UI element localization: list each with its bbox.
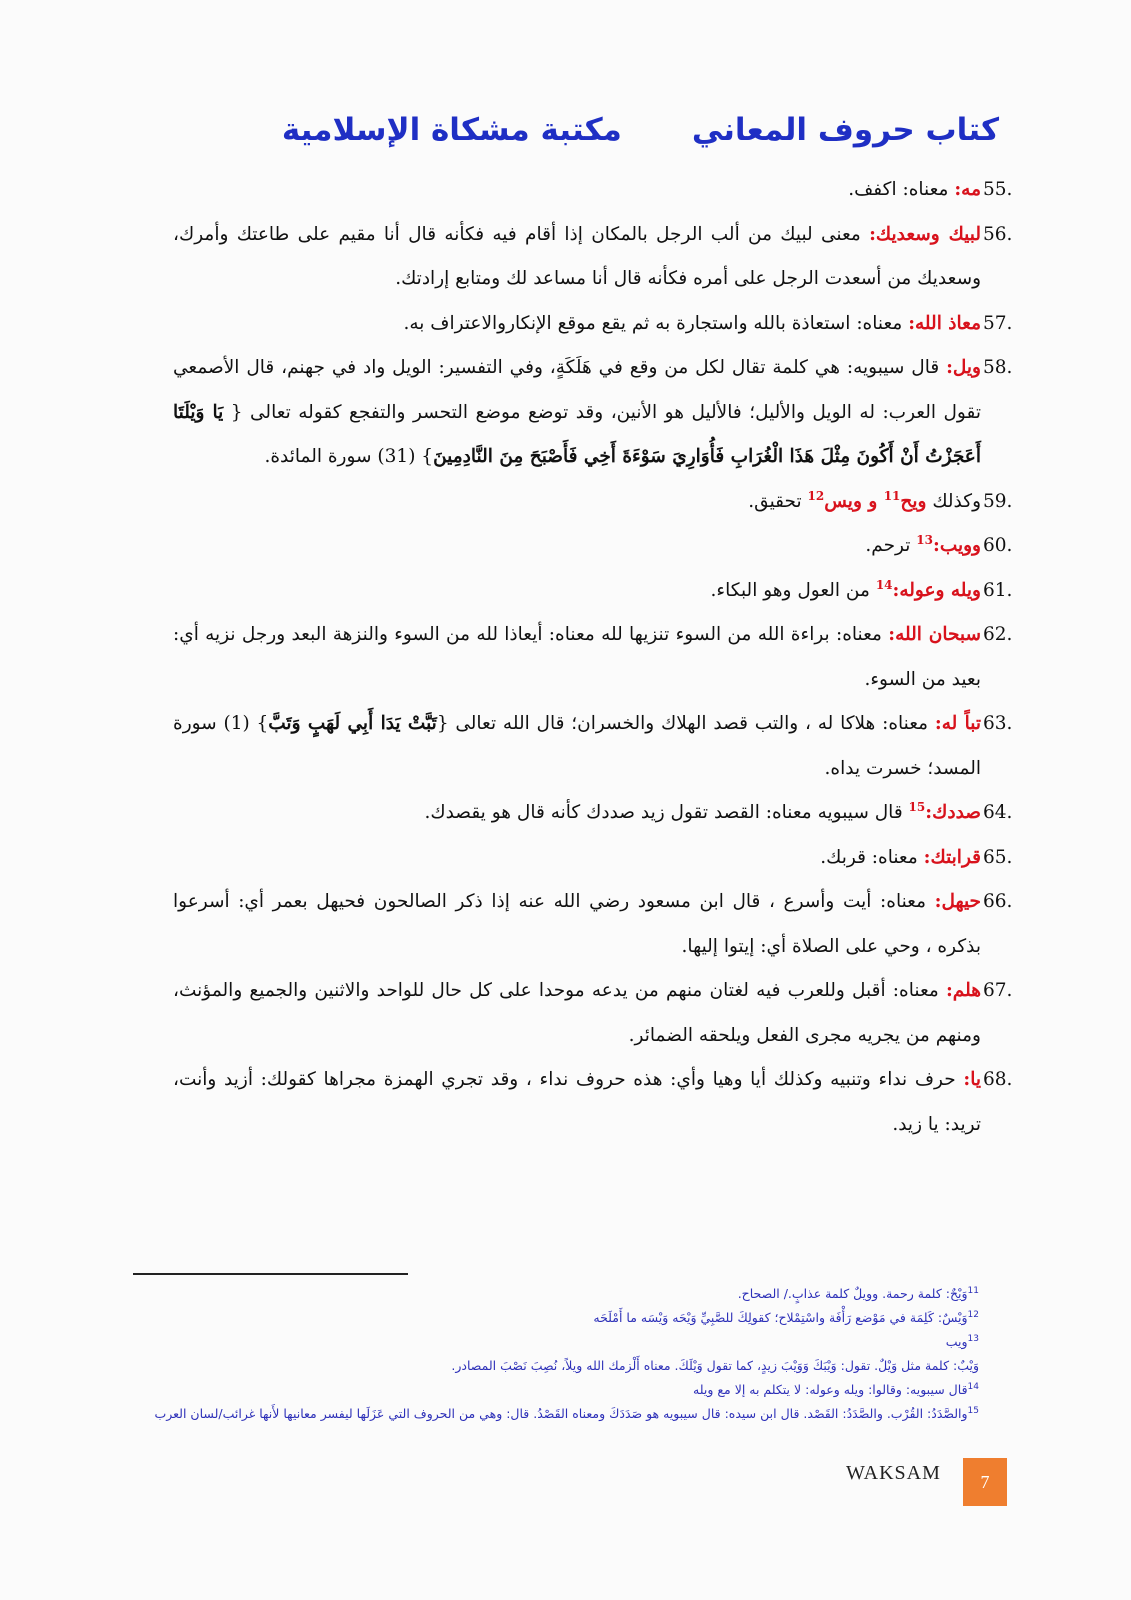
entry-item [173,480,1013,525]
entry-text: تحقيق. [748,490,808,512]
page-header [199,112,999,148]
entry-text: قال سيبويه: هي كلمة تقال لكل من وقع في هَلَكَةٍ، وفي التفسير: الويل واد في جهنم، قال الأصمعي تقول العرب: له الويل والأليل؛ فالأليل هو الأنين، وقد توضع موضع التحسر والتفجع كقوله تعالى { [173,357,981,423]
entry-term: هلم: [945,980,981,1001]
entry-number: 57. [983,312,1013,334]
entry-item [173,969,1013,1058]
entry-term: قرابتك: [923,846,981,868]
footnote-text: ويب [945,1334,968,1349]
entry-text: معناه: اكفف. [848,179,955,200]
entry-term: وويب: [932,535,981,556]
entry-text: معناه: هلاكا له ، والتب قصد الهلاك والخسران؛ قال الله تعالى { [436,713,935,734]
entry-text: معنى لبيك من ألب الرجل بالمكان إذا أقام فيه فكأنه قال أنا مقيم على طاعتك وأمرك، وسعديك من أسعدت الرجل على أمره فكأنه قال أنا مساعد لك ومتابع إرادتك. [173,223,981,289]
footnote-number: 12 [967,1309,979,1320]
entry-number: 61. [983,579,1013,601]
entry-number: 60. [983,535,1013,556]
footnote-text: وَيْحٌ: كلمة رحمة. وويلٌ كلمة عذابٍ./ الصحاح. [737,1286,968,1301]
entry-text: قال سيبويه معناه: القصد تقول زيد صددك كأنه قال هو يقصدك. [424,802,909,823]
entry-term: سبحان الله: [888,624,981,645]
footnote-text: قال سيبويه: وقالوا: ويله وعوله: لا يتكلم به إلا مع ويله [693,1382,968,1397]
footnote-ref: 14 [875,577,893,592]
entry-term: صددك: [925,802,981,823]
entry-term: ويله وعوله: [892,579,981,601]
footnote-number: 13 [967,1333,979,1344]
entry-item [173,1058,1013,1147]
entry-number: 55. [983,179,1013,200]
entry-item [173,613,1013,702]
entry-term: لبيك وسعديك: [869,223,981,245]
quran-quote: يَا وَيْلَتَا أَعَجَزْتُ أَنْ أَكُونَ مِثْلَ هَذَا الْغُرَابِ فَأُوَارِيَ سَوْءَةَ أَخِي فَأَصْبَحَ مِنَ النَّادِمِينَ [173,401,981,467]
entry-number: 67. [983,980,1013,1001]
entry-item [173,346,1013,480]
entry-text: معناه: استعاذة بالله واستجارة به ثم يقع موقع الإنكاروالاعتراف به. [403,312,909,334]
entry-term: ويس [824,490,862,512]
footnote-number: 14 [967,1381,979,1392]
footnote-item [149,1402,979,1426]
entry-text: من العول وهو البكاء. [710,579,876,601]
entry-number: 66. [983,891,1013,912]
entry-text: معناه: أيت وأسرع ، قال ابن مسعود رضي الله عنه إذا ذكر الصالحون فحيهل بعمر أي: أسرعوا بذكره ، وحي على الصلاة أي: إيتوا إليها. [173,891,981,957]
entry-number: 65. [983,846,1013,868]
entry-text: حرف نداء وتنبيه وكذلك أيا وهيا وأي: هذه حروف نداء ، وقد تجري الهمزة مجراها كقولك: أزيد وأنت، تريد: يا زيد. [173,1069,981,1135]
entry-text: } (31) سورة المائدة. [264,446,434,467]
footnote-item [149,1354,979,1378]
library-name: مكتبة مشكاة الإسلامية [281,112,622,148]
footnote-item [149,1378,979,1402]
entry-number: 68. [983,1069,1013,1090]
footnote-text: وَيْبٌ: كلمة مثل وَيْلٌ. تقول: وَيْبَكَ وَوَيْبَ زيدٍ، كما تقول وَيْلَكَ. معناه أَلْزمك الله ويلاً، نُصِبَ نَصْبَ المصادر. [451,1358,979,1373]
entry-term: ويل: [946,357,981,378]
entries-list [173,168,1013,1147]
footnote-item [149,1330,979,1354]
entry-number: 59. [983,490,1013,512]
footnote-ref: 13 [916,532,933,547]
entry-text: معناه: براءة الله من السوء تنزيها لله معناه: أيعاذا لله من السوء والنزهة البعد ورجل نزيه أي: بعيد من السوء. [173,624,981,690]
entry-number: 58. [983,357,1013,378]
entry-item [173,302,1013,347]
entry-item [173,880,1013,969]
entry-item [173,569,1013,614]
footnote-item [149,1306,979,1330]
entry-term: يا: [963,1069,981,1090]
footnote-ref: 15 [908,799,926,814]
entry-term: مه: [954,179,981,200]
footnote-separator [133,1273,408,1275]
entry-item [173,791,1013,836]
entry-term: و [861,490,884,512]
footnotes [149,1282,979,1426]
entry-item [173,702,1013,791]
footnote-text: وَيْسٌ: كَلِمَة في مَوْضع رَأْفَة واسْتِمْلاح؛ كقولِكَ للصَّبِيِّ وَيْحَه وَيْسَه ما أَمْلَحَه [593,1310,968,1325]
entry-text: معناه: قربك. [820,846,924,868]
entry-term: ويح [900,490,927,512]
entry-number: 62. [983,624,1013,645]
footer-label: WAKSAM [846,1462,941,1484]
entry-number: 63. [983,713,1013,734]
page-number-badge: 7 [963,1458,1007,1506]
entry-text: } (1) سورة المسد؛ خسرت يداه. [173,713,981,779]
book-title: كتاب حروف المعاني [691,112,999,148]
entry-text: وكذلك [926,490,981,512]
entry-item [173,836,1013,881]
footnote-ref: 12 [807,488,825,503]
footnote-text: والصَّدَدُ: القُرْب. والصَّدَدُ: القَصْد. قال ابن سيده: قال سيبويه هو صَدَدَكَ ومعناه القَصْدُ. قال: وهي من الحروف التي عَزَلَها ليفسر معانيها لأَنها غرائب/لسان العرب [154,1406,968,1421]
footnote-number: 11 [967,1285,979,1296]
entry-item [173,168,1013,213]
entry-number: 56. [983,223,1013,245]
entry-item [173,213,1013,302]
entry-text: ترحم. [865,535,917,556]
entry-number: 64. [983,802,1013,823]
quran-quote: تَبَّتْ يَدَا أَبِي لَهَبٍ وَتَبَّ [268,713,437,734]
footnote-item [149,1282,979,1306]
footnote-ref: 11 [883,488,901,503]
entry-term: تباً له: [934,713,981,734]
entry-term: معاذ الله: [908,312,981,334]
entry-term: حيهل: [934,891,981,912]
entry-item [173,524,1013,569]
footnote-number: 15 [967,1405,979,1416]
entry-text: معناه: أقبل وللعرب فيه لغتان منهم من يدعه موحدا على كل حال للواحد والاثنين والجميع والمؤنث، ومنهم من يجريه مجرى الفعل ويلحقه الضمائر. [173,980,981,1046]
